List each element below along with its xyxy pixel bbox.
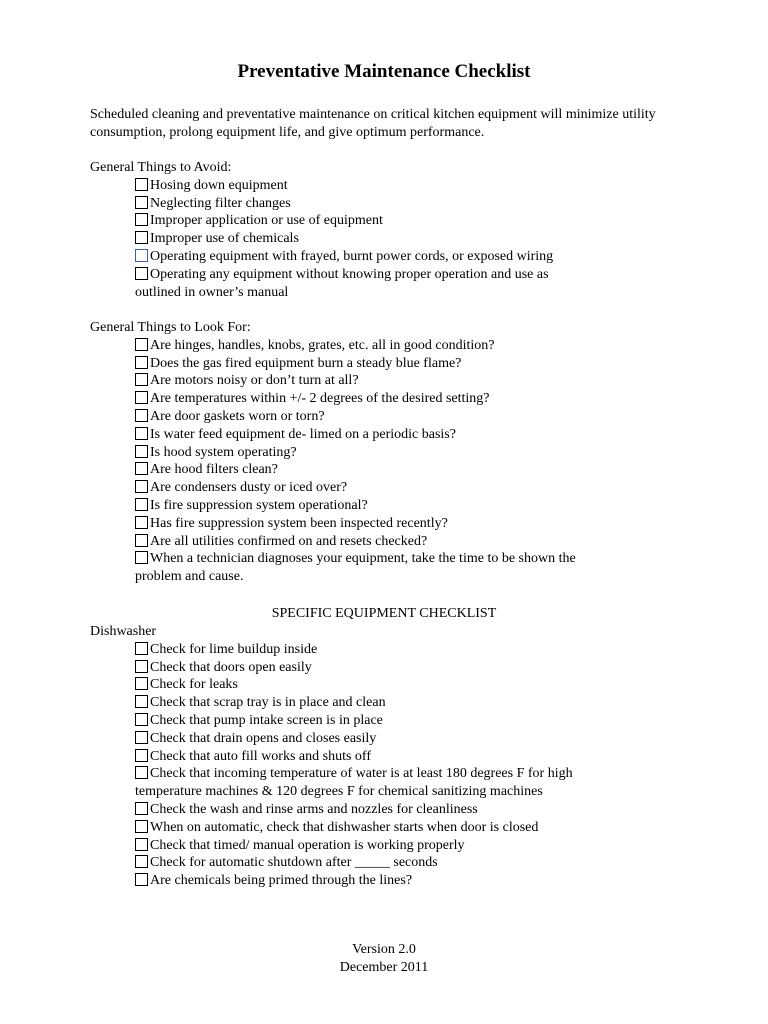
item-label: Is hood system operating?	[150, 444, 297, 460]
item-label: Check that doors open easily	[150, 659, 312, 675]
item-label: Are hinges, handles, knobs, grates, etc. all in good condition?	[150, 337, 495, 353]
checkbox[interactable]	[135, 516, 148, 529]
checkbox[interactable]	[135, 338, 148, 351]
checkbox[interactable]	[135, 838, 148, 851]
checkbox[interactable]	[135, 766, 148, 779]
list-item	[90, 854, 730, 872]
list-item	[90, 195, 730, 213]
item-label: problem and cause.	[135, 569, 244, 585]
list-item-continuation	[90, 783, 730, 801]
list-item	[90, 372, 730, 390]
look-for-heading: General Things to Look For:	[90, 320, 251, 335]
checkbox[interactable]	[135, 213, 148, 226]
item-label: Check that scrap tray is in place and clean	[150, 695, 386, 711]
item-label: Improper use of chemicals	[150, 231, 299, 247]
date-label: December 2011	[339, 959, 429, 975]
item-label: Operating equipment with frayed, burnt power cords, or exposed wiring	[150, 248, 554, 264]
item-label: Check that pump intake screen is in place	[150, 712, 383, 728]
specific-section	[0, 605, 768, 623]
version-label: Version 2.0	[352, 942, 416, 957]
checkbox[interactable]	[135, 820, 148, 833]
item-label: Improper application or use of equipment	[150, 213, 383, 229]
checkbox[interactable]	[135, 713, 148, 726]
look-for-list	[90, 337, 730, 586]
list-item	[90, 248, 730, 266]
checkbox[interactable]	[135, 178, 148, 191]
item-label: outlined in owner’s manual	[135, 284, 289, 300]
item-label: Check that drain opens and closes easily	[150, 730, 377, 746]
checkbox[interactable]	[135, 551, 148, 564]
item-label: When a technician diagnoses your equipment, take the time to be shown the	[150, 551, 576, 567]
item-label: temperature machines & 120 degrees F for chemical sanitizing machines	[135, 784, 543, 800]
list-item	[90, 426, 730, 444]
item-label: Are door gaskets worn or torn?	[150, 408, 325, 424]
avoid-section	[90, 159, 730, 301]
checkbox[interactable]	[135, 249, 148, 262]
checkbox[interactable]	[135, 695, 148, 708]
list-item	[90, 390, 730, 408]
page-title: Preventative Maintenance Checklist	[237, 61, 531, 82]
checkbox[interactable]	[135, 427, 148, 440]
list-item	[90, 641, 730, 659]
list-item	[90, 212, 730, 230]
list-item	[90, 444, 730, 462]
item-label: Check for leaks	[150, 677, 238, 693]
intro-paragraph: Scheduled cleaning and preventative maintenance on critical kitchen equipment will minimize utility consumption, prolong equipment life, and give optimum performance.	[90, 107, 656, 140]
checkbox[interactable]	[135, 267, 148, 280]
list-item	[90, 730, 730, 748]
checkbox[interactable]	[135, 196, 148, 209]
checkbox[interactable]	[135, 409, 148, 422]
list-item	[90, 872, 730, 890]
checkbox[interactable]	[135, 731, 148, 744]
item-label: Check the wash and rinse arms and nozzles for cleanliness	[150, 801, 478, 817]
checkbox[interactable]	[135, 356, 148, 369]
list-item	[90, 676, 730, 694]
checkbox[interactable]	[135, 677, 148, 690]
avoid-list	[90, 177, 730, 302]
item-label: Operating any equipment without knowing proper operation and use as	[150, 266, 549, 282]
checkbox[interactable]	[135, 231, 148, 244]
list-item	[90, 497, 730, 515]
list-item	[90, 712, 730, 730]
item-label: Are all utilities confirmed on and resets checked?	[150, 533, 428, 549]
checkbox[interactable]	[135, 498, 148, 511]
specific-heading: SPECIFIC EQUIPMENT CHECKLIST	[271, 606, 497, 621]
avoid-heading: General Things to Avoid:	[90, 160, 232, 175]
item-label: Check that timed/ manual operation is working properly	[150, 837, 465, 853]
checkbox[interactable]	[135, 855, 148, 868]
dishwasher-section	[90, 623, 730, 890]
dishwasher-list	[90, 641, 730, 890]
list-item	[90, 461, 730, 479]
list-item	[90, 230, 730, 248]
item-label: Does the gas fired equipment burn a steady blue flame?	[150, 355, 462, 371]
checkbox[interactable]	[135, 391, 148, 404]
list-item	[90, 837, 730, 855]
checkbox[interactable]	[135, 642, 148, 655]
checkbox[interactable]	[135, 660, 148, 673]
item-label: Check that incoming temperature of water is at least 180 degrees F for high	[150, 766, 573, 782]
checkbox[interactable]	[135, 462, 148, 475]
checkbox[interactable]	[135, 373, 148, 386]
item-label: Neglecting filter changes	[150, 195, 291, 211]
list-item	[90, 801, 730, 819]
item-label: Hosing down equipment	[150, 177, 288, 193]
item-label: Is fire suppression system operational?	[150, 497, 368, 513]
item-label: Are temperatures within +/- 2 degrees of the desired setting?	[150, 391, 490, 407]
list-item	[90, 337, 730, 355]
item-label: Are chemicals being primed through the lines?	[150, 873, 413, 889]
list-item	[90, 533, 730, 551]
list-item	[90, 694, 730, 712]
look-for-section	[90, 319, 730, 586]
item-label: Are motors noisy or don’t turn at all?	[150, 373, 359, 389]
list-item	[90, 765, 730, 783]
list-item	[90, 355, 730, 373]
checkbox[interactable]	[135, 749, 148, 762]
footer	[0, 941, 768, 977]
list-item	[90, 748, 730, 766]
list-item	[90, 819, 730, 837]
item-label: Has fire suppression system been inspected recently?	[150, 515, 448, 531]
list-item	[90, 266, 730, 284]
item-label: Are hood filters clean?	[150, 462, 278, 478]
checkbox[interactable]	[135, 534, 148, 547]
item-label: Check that auto fill works and shuts off	[150, 748, 371, 764]
list-item	[90, 408, 730, 426]
checkbox[interactable]	[135, 873, 148, 886]
list-item	[90, 515, 730, 533]
item-label: Check for automatic shutdown after _____ seconds	[150, 855, 438, 871]
list-item-continuation	[90, 568, 730, 586]
list-item	[90, 659, 730, 677]
item-label: Are condensers dusty or iced over?	[150, 480, 348, 496]
checkbox[interactable]	[135, 445, 148, 458]
item-label: When on automatic, check that dishwasher starts when door is closed	[150, 819, 539, 835]
list-item-continuation	[90, 284, 730, 302]
list-item	[90, 177, 730, 195]
dishwasher-heading: Dishwasher	[90, 624, 157, 639]
list-item	[90, 479, 730, 497]
checkbox[interactable]	[135, 802, 148, 815]
checkbox[interactable]	[135, 480, 148, 493]
item-label: Is water feed equipment de- limed on a periodic basis?	[150, 426, 456, 442]
item-label: Check for lime buildup inside	[150, 641, 318, 657]
list-item	[90, 550, 730, 568]
